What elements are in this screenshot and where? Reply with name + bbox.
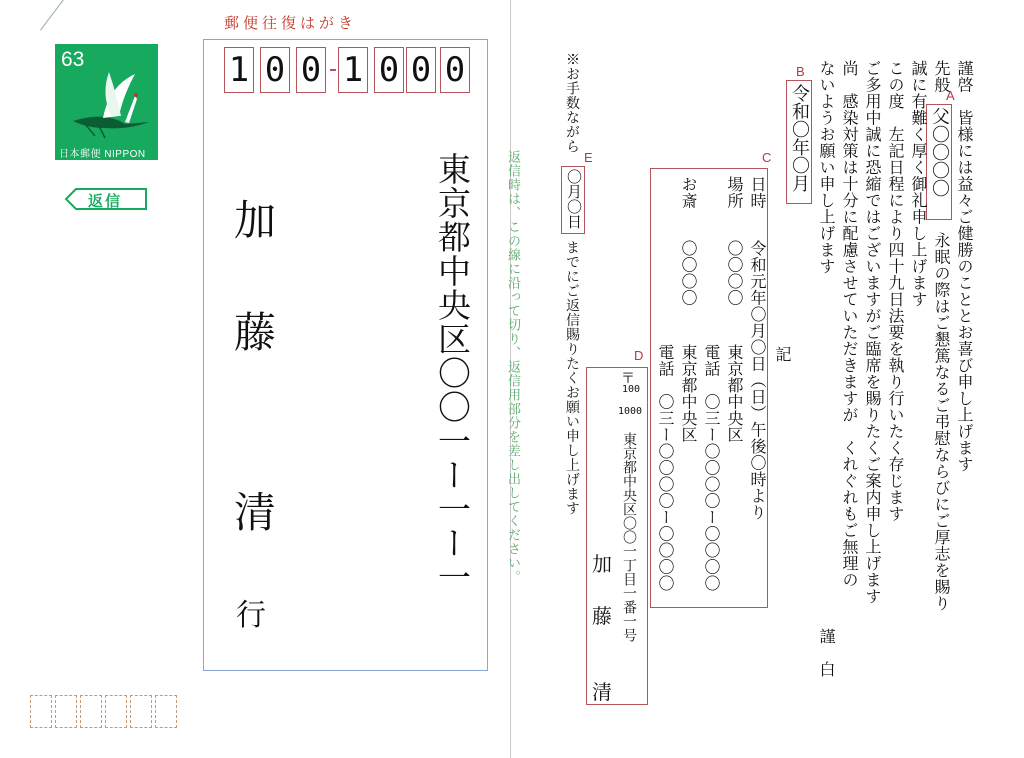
sender-zip-box: [30, 695, 52, 728]
marker-e: E: [584, 150, 593, 165]
sender-zip-box: [80, 695, 102, 728]
date-box: 令和〇年〇月: [786, 80, 812, 204]
letter-line-7: ないようお願い申し上げます: [817, 60, 836, 275]
sender-box: [586, 367, 648, 705]
stamp-diagonal-line: [40, 0, 185, 31]
reply-note-line2: までにご返信賜りたくお願い申し上げます: [564, 240, 580, 516]
sender-name-char: 清: [592, 680, 612, 704]
sender-zip-box: [55, 695, 77, 728]
postal-digit-box: 0: [440, 47, 470, 93]
sender-zip-box: [130, 695, 152, 728]
letter-line-2-rest: 永眠の際はご懇篤なるご弔慰ならびにご厚志を賜り: [932, 232, 951, 612]
place-label: 場所: [725, 176, 744, 209]
reply-note-line1: ※お手数ながら: [564, 52, 580, 154]
postage-stamp: [55, 44, 158, 160]
recipient-suffix: 行: [236, 598, 266, 633]
reply-label: 返信: [88, 193, 123, 210]
sender-zip-1: 100: [622, 384, 641, 395]
meal-value-2: 東京都中央区: [679, 344, 698, 443]
card-header: 郵便往復はがき: [224, 14, 358, 32]
postal-digit-box: 1: [338, 47, 368, 93]
marker-d: D: [634, 348, 644, 363]
letter-line-5: ご多用中誠に恐縮ではございますがご臨席を賜りたくご案内申し上げます: [863, 60, 882, 605]
postal-digit-box: 0: [406, 47, 436, 93]
reply-deadline-box: 〇月〇日: [561, 166, 585, 234]
postal-code-dash: [330, 69, 336, 71]
letter-line-1: 謹啓 皆様には益々ご健勝のこととお喜び申し上げます: [955, 60, 974, 473]
date-value: 令和元年〇月〇日（日）午後〇時より: [748, 240, 767, 521]
letter-line-2-start: 先般: [932, 60, 951, 93]
place-value-3: 電話 〇三ー〇〇〇〇ー〇〇〇〇: [702, 344, 721, 592]
postal-digit-box: 1: [224, 47, 254, 93]
meal-value-1: 〇〇〇〇: [679, 240, 698, 306]
place-value-1: 〇〇〇〇: [725, 240, 744, 306]
postal-digit-box: 0: [296, 47, 326, 93]
recipient-name-char: 清: [234, 488, 277, 537]
deceased-name-box: 父〇〇〇〇: [926, 104, 952, 220]
marker-b: B: [796, 64, 805, 79]
postal-digit-box: 0: [374, 47, 404, 93]
recipient-address: 東京都中央区〇〇一ー一ー一: [433, 152, 472, 594]
letter-line-3: 誠に有難く厚く御礼申し上げます: [909, 60, 928, 308]
closing: 謹 白: [817, 628, 836, 678]
sender-name-char: 藤: [592, 604, 612, 628]
sender-zip-box: [155, 695, 177, 728]
place-value-2: 東京都中央区: [725, 344, 744, 443]
letter-line-4: この度 左記日程により四十九日法要を執り行いたく存じます: [886, 60, 905, 522]
postal-mark: 〒: [621, 371, 635, 387]
recipient-name-char: 藤: [234, 308, 277, 357]
crane-icon: [65, 66, 153, 141]
sender-zip-box: [105, 695, 127, 728]
letter-line-6: 尚 感染対策は十分に配慮させていただきますが くれぐれもご無理の: [840, 60, 859, 588]
marker-c: C: [762, 150, 772, 165]
recipient-name-char: 加: [234, 196, 277, 245]
postal-digit-box: 0: [260, 47, 290, 93]
ki-heading: 記: [773, 346, 792, 363]
sender-name-char: 加: [592, 552, 612, 576]
marker-a: A: [946, 88, 955, 103]
stamp-label: 日本郵便 NIPPON: [59, 149, 146, 160]
cut-instruction: 返信時は、この線に沿って切り、返信用部分を差し出してください。: [505, 150, 520, 584]
meal-value-3: 電話 〇三ー〇〇〇〇ー〇〇〇〇: [656, 344, 675, 592]
sender-zip-2: 1000: [618, 406, 643, 417]
date-label: 日時: [748, 176, 767, 209]
meal-label: お斎: [679, 176, 698, 209]
sender-address: 東京都中央区〇〇一丁目一番一号: [621, 432, 637, 642]
stamp-value: 63: [61, 48, 85, 71]
